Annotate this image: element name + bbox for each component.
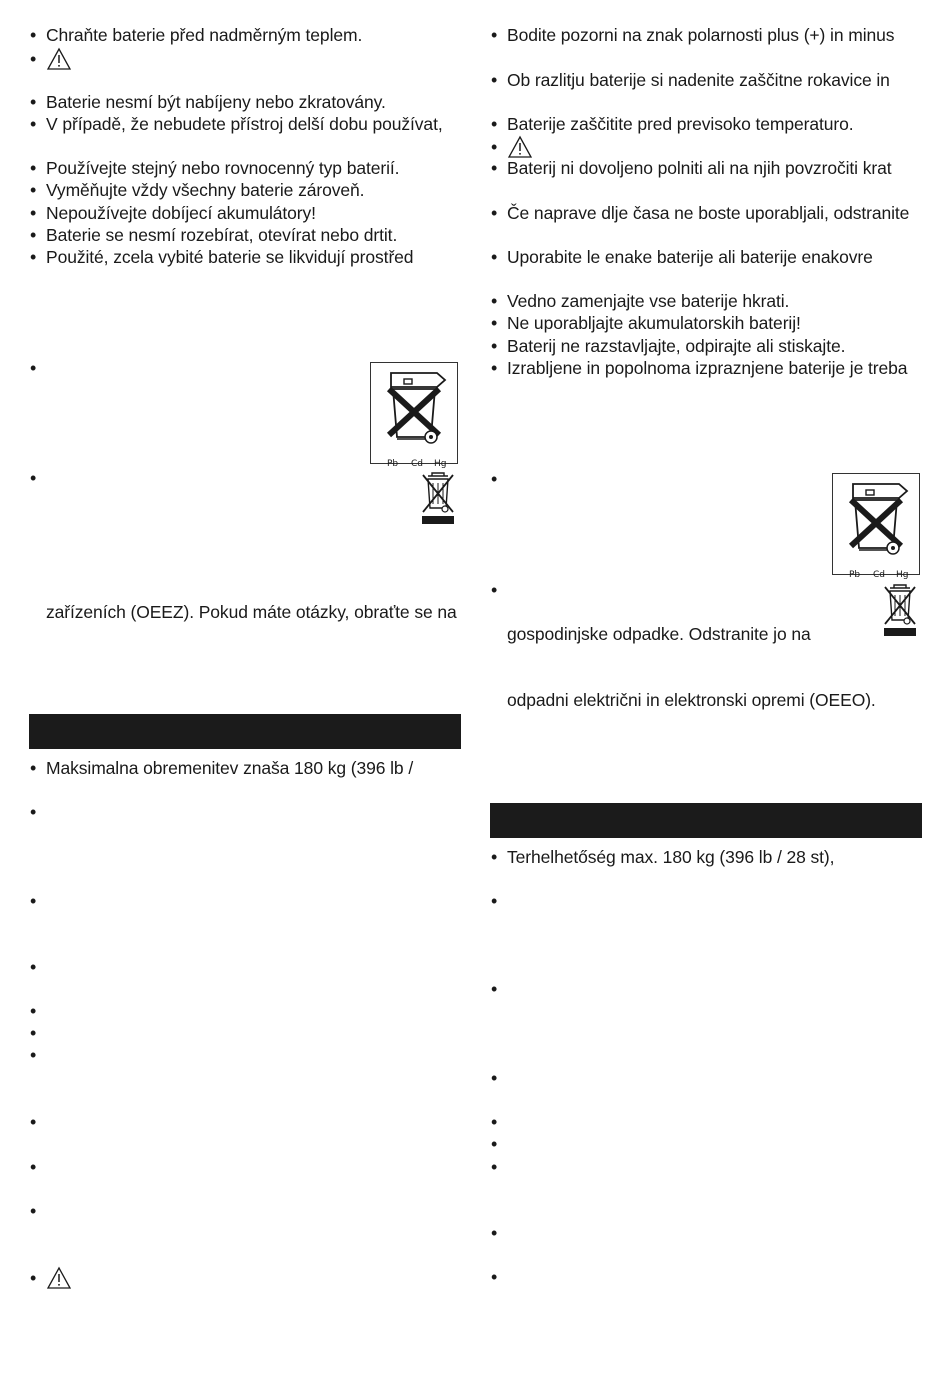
bullet (491, 202, 497, 224)
list-item: Baterij ne razstavljajte, odpirajte ali stiskajte. (507, 336, 846, 356)
crossed-out-bin-weee-icon (420, 472, 456, 524)
crossed-out-bin-battery-icon (841, 480, 911, 556)
bullet (30, 91, 36, 113)
crossed-out-bin-battery-icon (379, 369, 449, 445)
battery-label: Pb (387, 459, 399, 469)
list-item: Použité, zcela vybité baterie se likvidují prostřed (46, 247, 414, 267)
bullet (30, 1267, 36, 1289)
bullet (30, 1200, 36, 1222)
bullet (491, 846, 497, 868)
battery-label: Pb (849, 570, 861, 580)
bullet (491, 246, 497, 268)
list-item: Če naprave dlje časa ne boste uporabljali, odstranite (507, 203, 910, 223)
bullet (491, 290, 497, 312)
bullet (30, 1022, 36, 1044)
bullet (30, 890, 36, 912)
bullet (491, 468, 497, 490)
section-header-bar (29, 714, 461, 749)
bullet (30, 357, 36, 379)
list-item-continuation: odpadni električni in elektronski opremi (OEEO). (507, 690, 876, 710)
bullet (491, 1067, 497, 1089)
list-item: Ob razlitju baterije si nadenite zaščitne rokavice in (507, 70, 890, 90)
list-item: Chraňte baterie před nadměrným teplem. (46, 25, 363, 45)
bullet (491, 890, 497, 912)
list-item: Vedno zamenjajte vse baterije hkrati. (507, 291, 790, 311)
list-item: Maksimalna obremenitev znaša 180 kg (396 lb / (46, 758, 414, 778)
bullet (30, 467, 36, 489)
crossed-out-bin-weee-icon (882, 584, 918, 636)
bullet (491, 978, 497, 1000)
bullet (491, 69, 497, 91)
bullet (491, 357, 497, 379)
bullet (30, 757, 36, 779)
battery-label: Cd (411, 459, 423, 469)
battery-disposal-symbol (370, 362, 458, 469)
bullet (491, 1222, 497, 1244)
bullet (491, 24, 497, 46)
bullet (491, 1156, 497, 1178)
bullet (30, 179, 36, 201)
bullet (30, 1156, 36, 1178)
list-item: Vyměňujte vždy všechny baterie zároveň. (46, 180, 365, 200)
list-item: Terhelhetőség max. 180 kg (396 lb / 28 st), (507, 847, 835, 867)
bullet (30, 48, 36, 70)
list-item: Ne uporabljajte akumulatorskih baterij! (507, 313, 801, 333)
list-item: Baterie se nesmí rozebírat, otevírat nebo drtit. (46, 225, 398, 245)
bullet (30, 157, 36, 179)
bullet (491, 113, 497, 135)
bullet (30, 246, 36, 268)
bullet (30, 113, 36, 135)
list-item: Izrabljene in popolnoma izpraznjene baterije je treba (507, 358, 908, 378)
bullet (30, 801, 36, 823)
section-header-bar (490, 803, 922, 838)
list-item: Baterije zaščitite pred previsoko temperaturo. (507, 114, 854, 134)
bullet (30, 1111, 36, 1133)
list-item: Používejte stejný nebo rovnocenný typ baterií. (46, 158, 400, 178)
bullet (491, 335, 497, 357)
bullet (491, 579, 497, 601)
bullet (30, 224, 36, 246)
battery-label: Cd (873, 570, 885, 580)
bullet (491, 1266, 497, 1288)
bullet (30, 1044, 36, 1066)
list-item: Uporabite le enake baterije ali baterije enakovre (507, 247, 873, 267)
list-item-continuation: zařízeních (OEEZ). Pokud máte otázky, obraťte se na (46, 602, 457, 622)
battery-label: Hg (434, 459, 447, 469)
battery-disposal-symbol (832, 473, 920, 580)
list-item-continuation: gospodinjske odpadke. Odstranite jo na (507, 624, 811, 644)
warning-triangle-icon (507, 135, 533, 159)
list-item: V případě, že nebudete přístroj delší dobu používat, (46, 114, 443, 134)
bullet (491, 136, 497, 158)
list-item: Bodite pozorni na znak polarnosti plus (+) in minus (507, 25, 895, 45)
bullet (491, 1111, 497, 1133)
list-item: Baterie nesmí být nabíjeny nebo zkratovány. (46, 92, 386, 112)
bullet (30, 956, 36, 978)
warning-triangle-icon (46, 1266, 72, 1290)
bullet (30, 24, 36, 46)
bullet (491, 1133, 497, 1155)
list-item: Baterij ni dovoljeno polniti ali na njih povzročiti krat (507, 158, 892, 178)
warning-triangle-icon (46, 47, 72, 71)
bullet (491, 312, 497, 334)
bullet (30, 1000, 36, 1022)
list-item: Nepoužívejte dobíjecí akumulátory! (46, 203, 316, 223)
battery-label: Hg (896, 570, 909, 580)
bullet (30, 202, 36, 224)
bullet (491, 157, 497, 179)
